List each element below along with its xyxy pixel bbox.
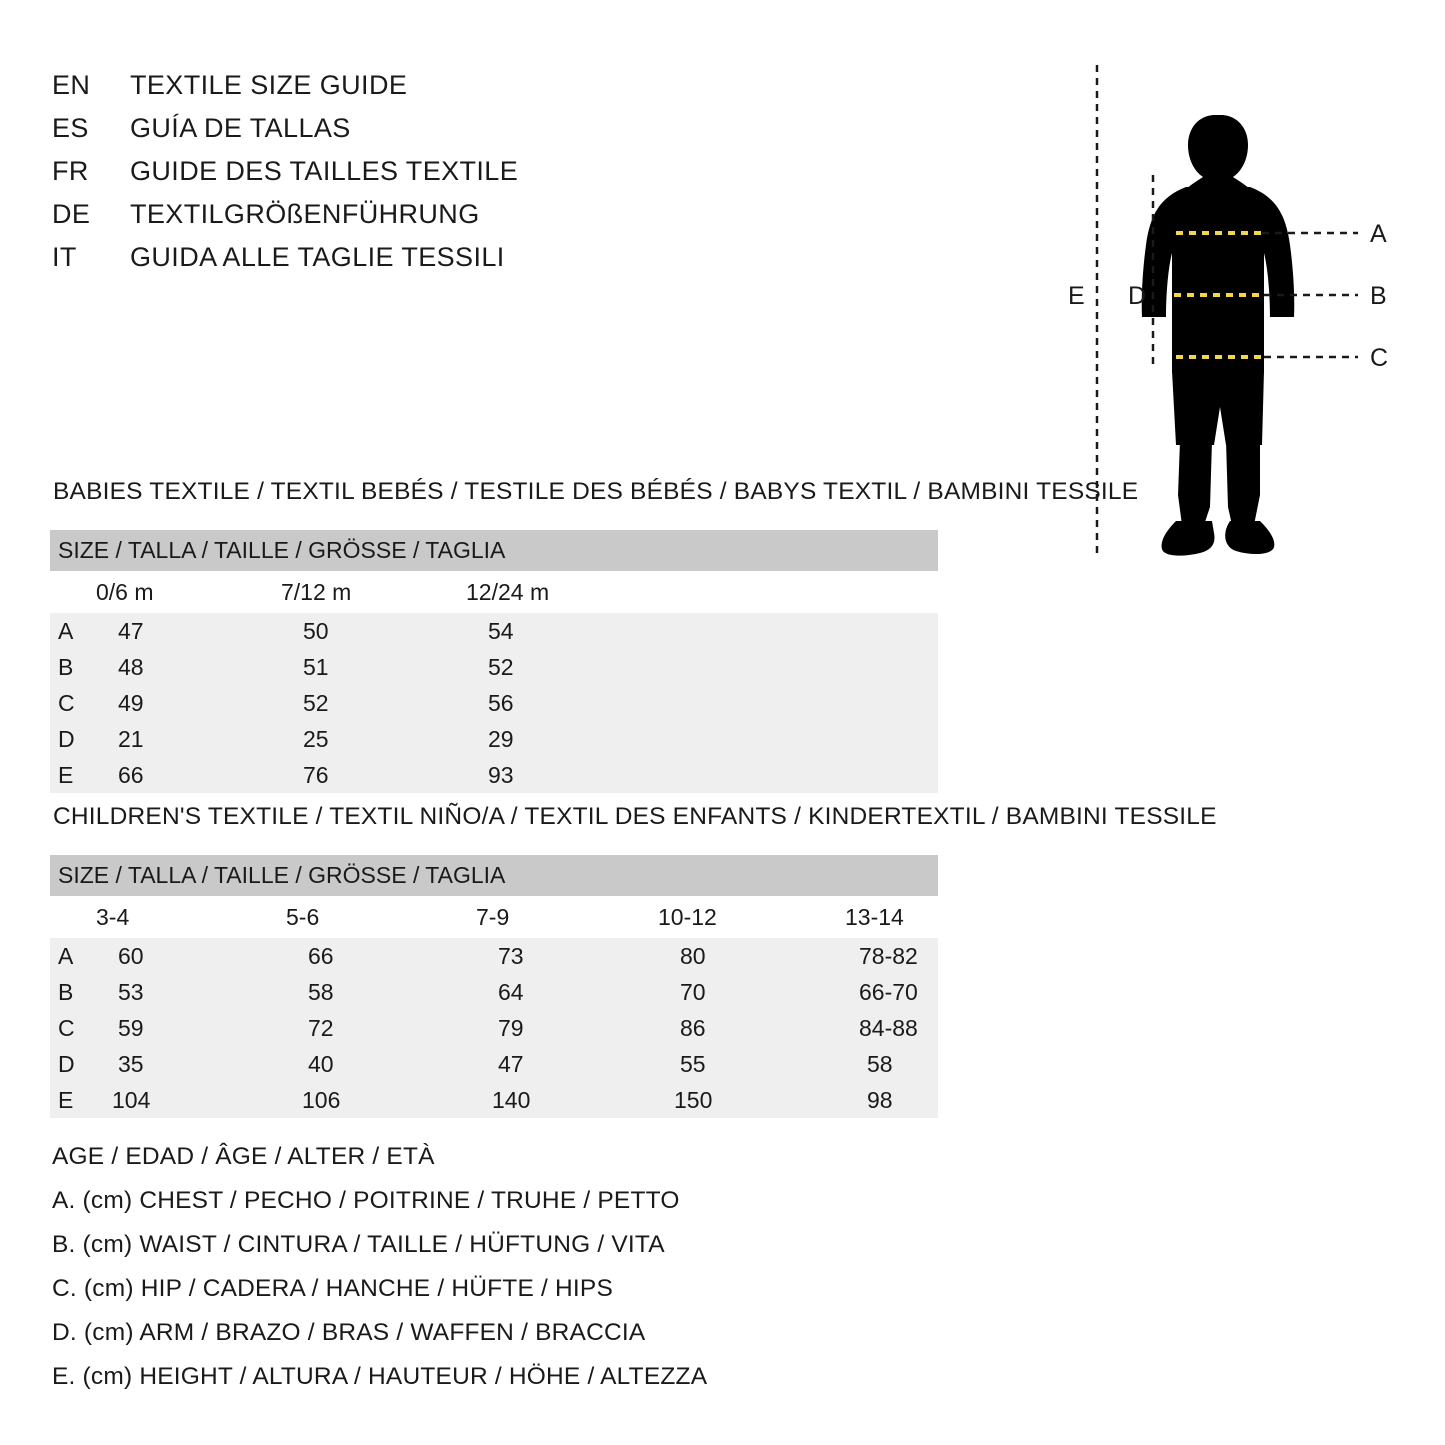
- table-row: [50, 1046, 938, 1082]
- babies-col-filler: [651, 571, 938, 613]
- table-row: [50, 974, 938, 1010]
- children-a-1: 66: [286, 938, 476, 974]
- children-row-label-c: C: [50, 1010, 96, 1046]
- babies-c-1: 52: [281, 685, 466, 721]
- children-col-header-3: 10-12: [658, 896, 845, 938]
- babies-b-2: 52: [466, 649, 651, 685]
- children-c-1: 72: [286, 1010, 476, 1046]
- legend-hip: C. (cm) HIP / CADERA / HANCHE / HÜFTE / HIPS: [52, 1275, 614, 1302]
- babies-row-label-a: A: [50, 613, 96, 649]
- table-row: [50, 685, 938, 721]
- babies-table-header-row: [50, 530, 938, 571]
- babies-row-label-e: E: [50, 757, 96, 793]
- babies-d-0: 21: [96, 721, 281, 757]
- children-row-label-d: D: [50, 1046, 96, 1082]
- marker-e-label: E: [1068, 282, 1085, 310]
- babies-a-2: 54: [466, 613, 651, 649]
- children-c-0: 59: [96, 1010, 286, 1046]
- children-b-1: 58: [286, 974, 476, 1010]
- marker-d-label: D: [1128, 282, 1147, 310]
- babies-section-title: BABIES TEXTILE / TEXTIL BEBÉS / TESTILE DES BÉBÉS / BABYS TEXTIL / BAMBINI TESSILE: [53, 478, 1139, 505]
- table-row: [50, 721, 938, 757]
- babies-d-1: 25: [281, 721, 466, 757]
- table-row: [50, 938, 938, 974]
- children-a-2: 73: [476, 938, 658, 974]
- children-size-table: [50, 855, 938, 1118]
- language-title-block: [52, 70, 752, 285]
- babies-b-0: 48: [96, 649, 281, 685]
- language-row-it: [52, 242, 752, 285]
- babies-a-1: 50: [281, 613, 466, 649]
- babies-c-2: 56: [466, 685, 651, 721]
- children-e-4: 98: [845, 1082, 938, 1118]
- language-text-de: TEXTILGRÖßENFÜHRUNG: [130, 199, 480, 229]
- children-col-blank: [50, 896, 96, 938]
- children-col-header-4: 13-14: [845, 896, 938, 938]
- children-e-2: 140: [476, 1082, 658, 1118]
- babies-col-header-0: 0/6 m: [96, 571, 281, 613]
- language-code-en: EN: [52, 70, 91, 100]
- children-d-2: 47: [476, 1046, 658, 1082]
- language-code-fr: FR: [52, 156, 89, 186]
- language-row-fr: [52, 156, 752, 199]
- table-row: [50, 1010, 938, 1046]
- babies-e-filler: [651, 757, 938, 793]
- babies-e-0: 66: [96, 757, 281, 793]
- language-code-it: IT: [52, 242, 77, 272]
- language-row-de: [52, 199, 752, 242]
- babies-row-label-b: B: [50, 649, 96, 685]
- babies-d-filler: [651, 721, 938, 757]
- children-row-label-e: E: [50, 1082, 96, 1118]
- children-row-label-a: A: [50, 938, 96, 974]
- babies-c-filler: [651, 685, 938, 721]
- children-b-0: 53: [96, 974, 286, 1010]
- babies-b-1: 51: [281, 649, 466, 685]
- babies-size-table: [50, 530, 938, 793]
- babies-row-label-d: D: [50, 721, 96, 757]
- language-code-de: DE: [52, 199, 91, 229]
- children-b-3: 70: [658, 974, 845, 1010]
- language-text-en: TEXTILE SIZE GUIDE: [130, 70, 408, 100]
- marker-a-label: A: [1370, 220, 1387, 248]
- table-row: [50, 757, 938, 793]
- language-text-fr: GUIDE DES TAILLES TEXTILE: [130, 156, 519, 186]
- language-code-es: ES: [52, 113, 89, 143]
- measurement-legend: [52, 1135, 952, 1399]
- babies-c-0: 49: [96, 685, 281, 721]
- language-text-es: GUÍA DE TALLAS: [130, 113, 351, 143]
- babies-col-header-1: 7/12 m: [281, 571, 466, 613]
- language-row-en: [52, 70, 752, 113]
- legend-waist: B. (cm) WAIST / CINTURA / TAILLE / HÜFTUNG / VITA: [52, 1231, 665, 1258]
- children-d-4: 58: [845, 1046, 938, 1082]
- children-table-header: SIZE / TALLA / TAILLE / GRÖSSE / TAGLIA: [50, 855, 938, 896]
- children-row-label-b: B: [50, 974, 96, 1010]
- children-e-0: 104: [96, 1082, 286, 1118]
- babies-b-filler: [651, 649, 938, 685]
- marker-b-label: B: [1370, 282, 1387, 310]
- babies-col-blank: [50, 571, 96, 613]
- children-c-4: 84-88: [845, 1010, 938, 1046]
- babies-table-header: SIZE / TALLA / TAILLE / GRÖSSE / TAGLIA: [50, 530, 938, 571]
- table-row: [50, 613, 938, 649]
- babies-e-2: 93: [466, 757, 651, 793]
- babies-col-header-2: 12/24 m: [466, 571, 651, 613]
- children-b-2: 64: [476, 974, 658, 1010]
- babies-e-1: 76: [281, 757, 466, 793]
- marker-c-label: C: [1370, 344, 1389, 372]
- babies-a-filler: [651, 613, 938, 649]
- children-column-header-row: [50, 896, 938, 938]
- legend-chest: A. (cm) CHEST / PECHO / POITRINE / TRUHE / PETTO: [52, 1187, 680, 1214]
- legend-age: AGE / EDAD / ÂGE / ALTER / ETÀ: [52, 1143, 435, 1170]
- babies-column-header-row: [50, 571, 938, 613]
- children-col-header-1: 5-6: [286, 896, 476, 938]
- children-c-3: 86: [658, 1010, 845, 1046]
- children-d-0: 35: [96, 1046, 286, 1082]
- children-d-3: 55: [658, 1046, 845, 1082]
- babies-row-label-c: C: [50, 685, 96, 721]
- children-d-1: 40: [286, 1046, 476, 1082]
- children-e-3: 150: [658, 1082, 845, 1118]
- legend-arm: D. (cm) ARM / BRAZO / BRAS / WAFFEN / BRACCIA: [52, 1319, 646, 1346]
- babies-d-2: 29: [466, 721, 651, 757]
- language-text-it: GUIDA ALLE TAGLIE TESSILI: [130, 242, 505, 272]
- children-a-4: 78-82: [845, 938, 938, 974]
- children-col-header-2: 7-9: [476, 896, 658, 938]
- table-row: [50, 1082, 938, 1118]
- children-b-4: 66-70: [845, 974, 938, 1010]
- children-e-1: 106: [286, 1082, 476, 1118]
- language-row-es: [52, 113, 752, 156]
- babies-a-0: 47: [96, 613, 281, 649]
- children-table-header-row: [50, 855, 938, 896]
- legend-height: E. (cm) HEIGHT / ALTURA / HAUTEUR / HÖHE / ALTEZZA: [52, 1363, 708, 1390]
- table-row: [50, 649, 938, 685]
- children-section-title: CHILDREN'S TEXTILE / TEXTIL NIÑO/A / TEXTIL DES ENFANTS / KINDERTEXTIL / BAMBINI TESSILE: [53, 803, 1217, 830]
- children-col-header-0: 3-4: [96, 896, 286, 938]
- children-c-2: 79: [476, 1010, 658, 1046]
- children-a-3: 80: [658, 938, 845, 974]
- children-a-0: 60: [96, 938, 286, 974]
